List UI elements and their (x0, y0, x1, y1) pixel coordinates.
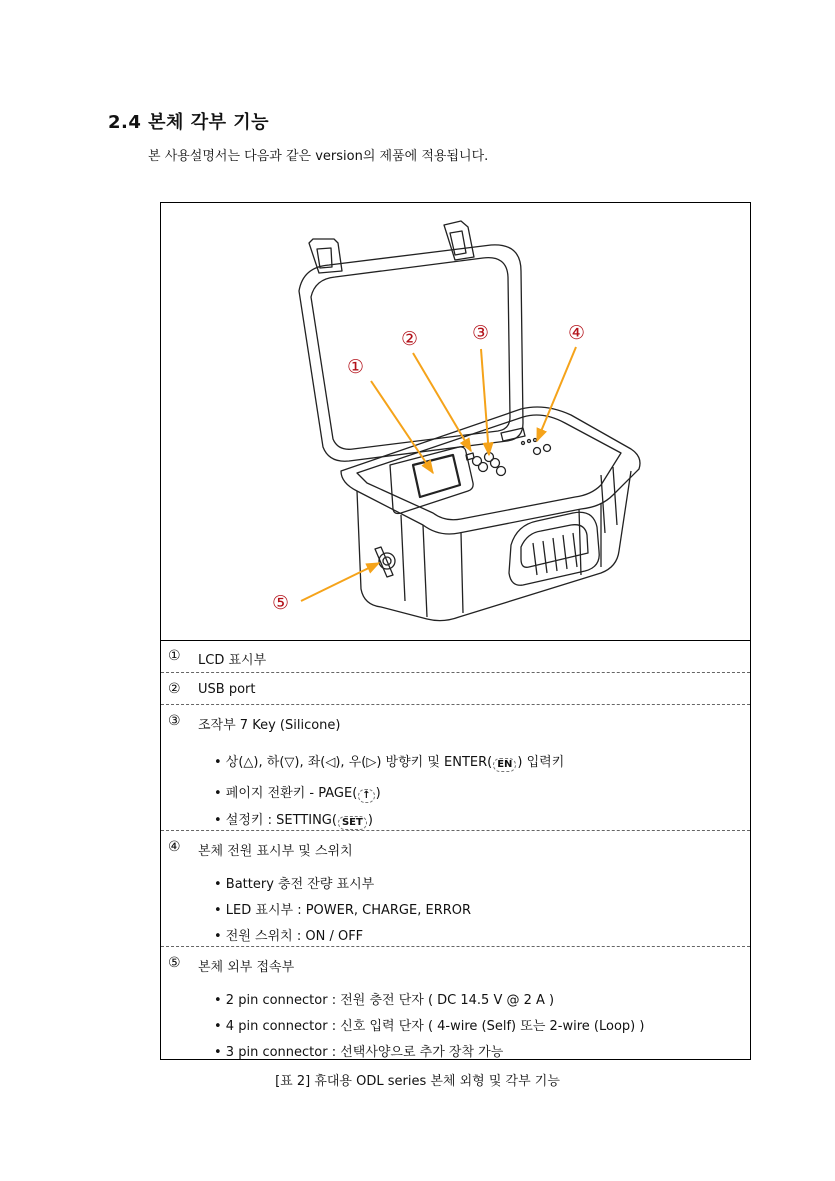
enter-key-icon: EN (493, 758, 516, 772)
case-drawing (161, 203, 750, 640)
callout-3: ③ (472, 322, 490, 344)
item-usb (161, 672, 750, 705)
callout-2: ② (401, 328, 419, 350)
item-label: 조작부 7 Key (Silicone) (198, 718, 341, 733)
page-key-icon: ↑ (358, 789, 374, 803)
table-caption: [표 2] 휴대용 ODL series 본체 외형 및 각부 기능 (275, 1074, 560, 1089)
item-connectors (161, 946, 750, 1060)
callout-4: ④ (568, 322, 586, 344)
callout-5: ⑤ (272, 592, 290, 614)
item-label: 본체 전원 표시부 및 스위치 (198, 844, 353, 859)
bullet-setting-key (214, 809, 373, 829)
bullet-text: • 설정키 : SETTING( (214, 813, 337, 828)
bullet-page-key (214, 782, 381, 802)
item-number: ① (168, 648, 181, 664)
bullet-text: ) 입력키 (517, 755, 565, 770)
bullet-switch: • 전원 스위치 : ON / OFF (214, 929, 364, 944)
item-lcd (161, 640, 750, 672)
item-label: LCD 표시부 (198, 653, 267, 668)
item-power (161, 830, 750, 947)
bullet-4pin: • 4 pin connector : 신호 입력 단자 ( 4-wire (Self) 또는 2-wire (Loop) ) (214, 1019, 645, 1034)
item-number: ② (168, 681, 181, 697)
section-heading: 2.4 본체 각부 기능 (108, 112, 270, 133)
item-number: ⑤ (168, 955, 181, 971)
item-label: USB port (198, 682, 256, 697)
item-number: ④ (168, 839, 181, 855)
item-keypad (161, 704, 750, 831)
bullet-text: • 상(△), 하(▽), 좌(◁), 우(▷) 방향키 및 ENTER( (214, 755, 493, 770)
bullet-battery: • Battery 충전 잔량 표시부 (214, 877, 375, 892)
bullet-2pin: • 2 pin connector : 전원 충전 단자 ( DC 14.5 V @ 2 A ) (214, 993, 555, 1008)
setting-key-icon: SET (338, 816, 367, 830)
bullet-text: ) (375, 786, 381, 801)
bullet-direction-keys (214, 751, 564, 771)
intro-text: 본 사용설명서는 다음과 같은 version의 제품에 적용됩니다. (148, 149, 489, 164)
bullet-3pin: • 3 pin connector : 선택사양으로 추가 장착 가능 (214, 1045, 504, 1060)
callout-1: ① (347, 356, 365, 378)
bullet-text: • 페이지 전환키 - PAGE( (214, 786, 358, 801)
function-table (160, 202, 751, 1060)
item-label: 본체 외부 접속부 (198, 960, 295, 975)
bullet-led: • LED 표시부 : POWER, CHARGE, ERROR (214, 903, 472, 918)
device-illustration (161, 203, 750, 641)
bullet-text: ) (367, 813, 373, 828)
item-number: ③ (168, 713, 181, 729)
